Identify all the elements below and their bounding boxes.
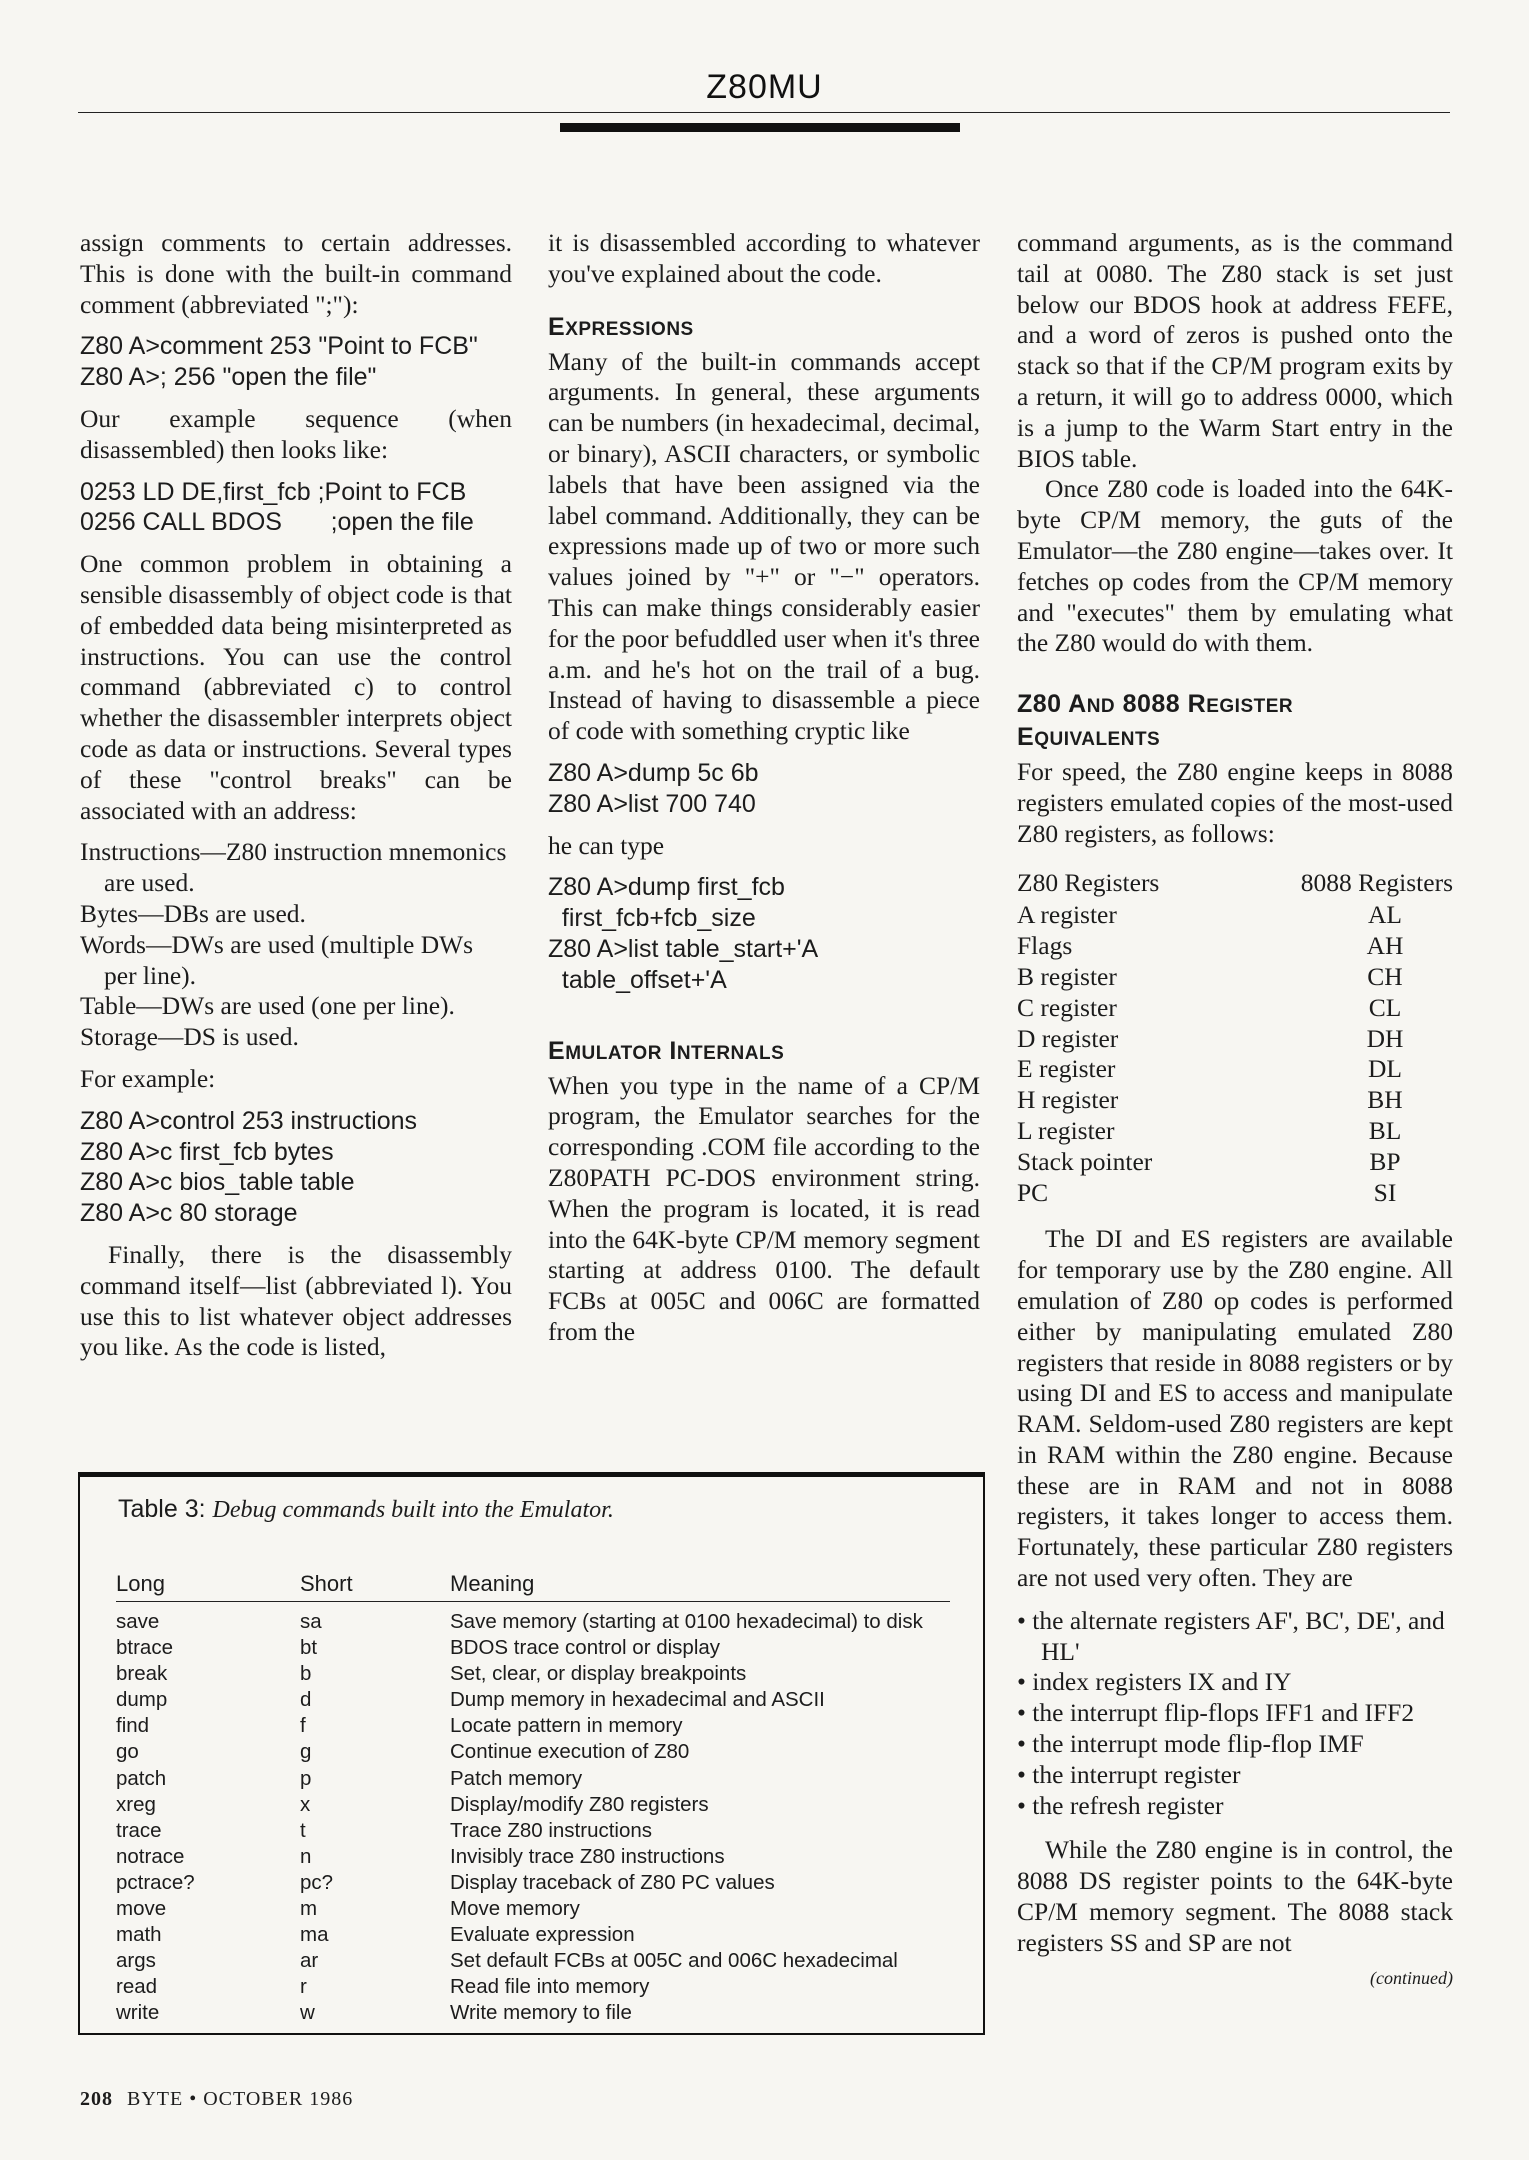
z80-register: E register [1017, 1054, 1116, 1084]
paragraph: Our example sequence (when disassembled) then looks like: [80, 403, 512, 464]
column-header-meaning: Meaning [450, 1571, 535, 1596]
list-item: Words—DWs are used (multiple DWs per line). [80, 929, 474, 990]
command-long: read [116, 1975, 158, 1999]
section-heading-expressions [548, 312, 980, 345]
table-row [116, 1818, 950, 1844]
heading-smallcaps: MULATOR [565, 1042, 662, 1064]
8088-register: SI [1373, 1177, 1397, 1207]
register-row [1017, 931, 1453, 962]
command-long: math [116, 1923, 162, 1947]
table-row [116, 1713, 950, 1739]
list-item: Bytes—DBs are used. [80, 898, 306, 928]
code-block [548, 872, 980, 995]
table-header [116, 1565, 950, 1602]
command-long: write [116, 2001, 160, 2025]
heading-smallcaps: NTERNALS [676, 1042, 785, 1064]
command-meaning: Trace Z80 instructions [450, 1818, 653, 1842]
column-1 [80, 228, 512, 1363]
seldom-used-register-list [1017, 1606, 1453, 1822]
8088-registers-heading: 8088 Registers [1300, 867, 1453, 897]
code-block [548, 758, 980, 820]
register-table [1017, 900, 1453, 1208]
register-table-header [1017, 868, 1453, 899]
list-item: • index registers IX and IY [1017, 1667, 1292, 1697]
table-row [116, 1974, 950, 2000]
code-line: Z80 A>dump 5c 6b [548, 758, 759, 787]
control-break-list [80, 837, 512, 1053]
table-row [116, 1635, 950, 1661]
z80-registers-heading: Z80 Registers [1017, 867, 1160, 897]
debug-commands-table [78, 1472, 985, 2035]
command-meaning: Continue execution of Z80 [450, 1740, 690, 1764]
z80-register: L register [1017, 1115, 1115, 1145]
command-long: find [116, 1714, 150, 1738]
code-line: Z80 A>control 253 instructions [80, 1106, 417, 1135]
code-line: Z80 A>c 80 storage [80, 1199, 298, 1228]
command-long: move [116, 1897, 167, 1921]
command-short: f [300, 1714, 306, 1738]
list-item: Instructions—Z80 instruction mnemonics are used. [80, 837, 507, 898]
code-block [80, 1106, 512, 1229]
command-long: xreg [116, 1792, 156, 1816]
paragraph: For speed, the Z80 engine keeps in 8088 registers emulated copies of the most-used Z80 registers, as follows: [1017, 757, 1453, 848]
z80-register: C register [1017, 992, 1117, 1022]
command-meaning: Save memory (starting at 0100 hexadecimal) to disk [450, 1610, 923, 1633]
8088-register: DH [1366, 1023, 1404, 1053]
8088-register: AL [1368, 900, 1402, 930]
command-short: b [300, 1662, 312, 1686]
8088-register: BL [1368, 1115, 1402, 1145]
z80-register: D register [1017, 1023, 1119, 1053]
paragraph: he can type [548, 830, 665, 860]
table-row [116, 1661, 950, 1687]
heading-smallcaps: QUIVALENTS [1034, 729, 1161, 751]
command-meaning: BDOS trace control or display [450, 1636, 721, 1660]
z80-register: Flags [1017, 931, 1073, 961]
command-meaning: Locate pattern in memory [450, 1714, 683, 1738]
8088-register: CL [1368, 992, 1402, 1022]
table-caption [118, 1495, 614, 1524]
list-item: Table—DWs are used (one per line). [80, 991, 455, 1021]
command-long: pctrace? [116, 1870, 195, 1894]
code-line: Z80 A>c first_fcb bytes [80, 1137, 334, 1166]
table-row [116, 1896, 950, 1922]
code-block [80, 331, 512, 393]
command-short: t [300, 1818, 306, 1842]
command-meaning: Display traceback of Z80 PC values [450, 1870, 775, 1894]
paragraph: The DI and ES registers are available for temporary use by the Z80 engine. All emulation of Z80 op codes is performed either by manipulating emulated Z80 registers that reside in 8088 registers or by using DI and ES to access and manipulate RAM. Seldom-used Z80 registers are kept in RAM within the Z80 engine. Because these are in RAM and not in 8088 registers, it takes longer to access them. Fortunately, these particular Z80 registers are not used very often. They are [1017, 1224, 1453, 1593]
paragraph: One common problem in obtaining a sensible disassembly of object code is that of embedded data being misinterpreted as instructions. You can use the control command (abbreviated c) to control whether the disassembler interprets object code as data or instructions. Several types of these "control breaks" can be associated with an address: [80, 549, 512, 825]
heading-initial: R [1187, 690, 1207, 719]
command-meaning: Display/modify Z80 registers [450, 1792, 709, 1816]
command-short: pc? [300, 1870, 334, 1894]
command-short: bt [300, 1636, 318, 1660]
command-long: save [116, 1610, 160, 1633]
register-row [1017, 1116, 1453, 1147]
command-short: d [300, 1688, 312, 1712]
command-long: notrace [116, 1844, 185, 1868]
command-short: w [300, 2001, 315, 2025]
command-meaning: Evaluate expression [450, 1923, 635, 1947]
code-line: Z80 A>dump first_fcb [548, 873, 785, 902]
command-short: ar [300, 1949, 319, 1973]
code-line: Z80 A>list 700 740 [548, 789, 756, 818]
command-meaning: Read file into memory [450, 1975, 650, 1999]
z80-register: H register [1017, 1085, 1119, 1115]
table-body [116, 1609, 950, 2027]
command-long: trace [116, 1818, 162, 1842]
command-short: g [300, 1740, 312, 1764]
command-long: patch [116, 1766, 167, 1790]
table-label: Table 3: [118, 1495, 206, 1523]
table-row [116, 1870, 950, 1896]
8088-register: BP [1369, 1146, 1401, 1176]
table-row [116, 2000, 950, 2026]
8088-register: BH [1367, 1085, 1403, 1115]
heading-initial: A [1068, 690, 1087, 719]
command-meaning: Invisibly trace Z80 instructions [450, 1844, 725, 1868]
table-row [116, 1948, 950, 1974]
heading-initial: E [1017, 723, 1035, 752]
code-line: 0253 LD DE,first_fcb ;Point to FCB [80, 477, 467, 506]
command-meaning: Dump memory in hexadecimal and ASCII [450, 1688, 825, 1712]
command-short: m [300, 1897, 318, 1921]
command-long: go [116, 1740, 139, 1764]
command-short: r [300, 1975, 307, 1999]
column-header-short: Short [300, 1571, 353, 1596]
z80-register: Stack pointer [1017, 1146, 1153, 1176]
column-3 [1017, 228, 1453, 1993]
command-meaning: Patch memory [450, 1766, 583, 1790]
z80-register: A register [1017, 900, 1117, 930]
code-line: first_fcb+fcb_size [548, 904, 756, 933]
code-block [80, 477, 512, 539]
header-bar [560, 123, 960, 132]
command-short: ma [300, 1923, 329, 1947]
code-line: 0256 CALL BDOS ;open the file [80, 508, 474, 537]
header-rule [78, 112, 1450, 113]
command-long: btrace [116, 1636, 173, 1660]
paragraph: While the Z80 engine is in control, the 8088 DS register points to the 64K-byte CP/M memory segment. The 8088 stack registers SS and SP are not [1017, 1835, 1453, 1957]
table-row [116, 1792, 950, 1818]
register-row [1017, 1024, 1453, 1055]
paragraph: assign comments to certain addresses. This is done with the built-in command comment (abbreviated ";"): [80, 228, 512, 319]
register-row [1017, 1085, 1453, 1116]
command-short: sa [300, 1610, 322, 1633]
heading-smallcaps: XPRESSIONS [565, 318, 694, 340]
paragraph: For example: [80, 1063, 216, 1093]
paragraph: Once Z80 code is loaded into the 64K-byte CP/M memory, the guts of the Emulator—the Z80 engine—takes over. It fetches op codes from the CP/M memory and "executes" them by emulating what the Z80 would do with them. [1017, 474, 1453, 658]
heading-initial: E [548, 1036, 566, 1065]
heading-initial: I [669, 1036, 677, 1065]
page-number: 208 [80, 2088, 113, 2110]
table-row [116, 1844, 950, 1870]
table-row [116, 1766, 950, 1792]
column-header-long: Long [116, 1571, 165, 1596]
z80-register: PC [1017, 1177, 1049, 1207]
page-footer [80, 2088, 353, 2111]
command-long: dump [116, 1688, 168, 1712]
table-row [116, 1687, 950, 1713]
table-title: Debug commands built into the Emulator. [212, 1497, 614, 1523]
code-line: Z80 A>list table_start+'A [548, 934, 819, 963]
register-row [1017, 1147, 1453, 1178]
paragraph: it is disassembled according to whatever you've explained about the code. [548, 228, 980, 288]
command-meaning: Set default FCBs at 005C and 006C hexadecimal [450, 1949, 898, 1973]
column-2 [548, 228, 980, 1348]
paragraph: Finally, there is the disassembly command itself—list (abbreviated l). You use this to list whatever object addresses you like. As the code is listed, [80, 1239, 512, 1362]
list-item: • the interrupt mode flip-flop IMF [1017, 1729, 1364, 1759]
heading-smallcaps: EGISTER [1206, 696, 1294, 718]
8088-register: CH [1367, 961, 1403, 991]
list-item: Storage—DS is used. [80, 1022, 299, 1052]
command-short: p [300, 1766, 312, 1790]
register-row [1017, 1054, 1453, 1085]
8088-register: AH [1366, 931, 1404, 961]
command-meaning: Write memory to file [450, 2001, 632, 2025]
paragraph: When you type in the name of a CP/M program, the Emulator searches for the corresponding .COM file according to the Z80PATH PC-DOS environment string. When the program is located, it is read into the 64K-byte CP/M memory segment starting at address 0100. The default FCBs at 005C and 006C are formatted from the [548, 1070, 980, 1346]
command-long: break [116, 1662, 168, 1686]
8088-register: DL [1368, 1054, 1402, 1084]
register-row [1017, 962, 1453, 993]
table-row [116, 1739, 950, 1765]
command-long: args [116, 1949, 156, 1973]
list-item: • the interrupt register [1017, 1759, 1241, 1789]
heading-word: Z80 [1017, 690, 1062, 719]
register-row [1017, 993, 1453, 1024]
command-short: x [300, 1792, 311, 1816]
table-row [116, 1609, 950, 1635]
heading-initial: E [548, 312, 566, 341]
code-line: Z80 A>; 256 "open the file" [80, 363, 377, 392]
register-row [1017, 900, 1453, 931]
code-line: Z80 A>c bios_table table [80, 1168, 355, 1197]
code-line: Z80 A>comment 253 "Point to FCB" [80, 332, 478, 361]
command-short: n [300, 1844, 312, 1868]
list-item: • the refresh register [1017, 1790, 1224, 1820]
table-row [116, 1922, 950, 1948]
heading-smallcaps: ND [1086, 696, 1116, 718]
command-meaning: Set, clear, or display breakpoints [450, 1662, 747, 1686]
list-item: • the alternate registers AF', BC', DE', and HL' [1017, 1605, 1445, 1666]
publication-line: BYTE • OCTOBER 1986 [127, 2088, 354, 2110]
paragraph: Many of the built-in commands accept arguments. In general, these arguments can be numbers (in hexadecimal, decimal, or binary), ASCII characters, or symbolic labels that have been assigned via the label command. Additionally, they can be expressions made up of two or more such values joined by "+" or "−" operators. This can make things considerably easier for the poor befuddled user when it's three a.m. and he's hot on the trail of a bug. Instead of having to disassemble a piece of code with something cryptic like [548, 346, 980, 746]
section-heading-emulator-internals [548, 1036, 980, 1069]
list-item: • the interrupt flip-flops IFF1 and IFF2 [1017, 1698, 1415, 1728]
z80-register: B register [1017, 961, 1117, 991]
heading-word: 8088 [1122, 690, 1181, 719]
continued-note: (continued) [1370, 1967, 1453, 1988]
register-row [1017, 1178, 1453, 1209]
paragraph: command arguments, as is the command tail at 0080. The Z80 stack is set just below our BDOS hook at address FEFE, and a word of zeros is pushed onto the stack so that if the CP/M program exits by a return, it will go to address 0000, which is a jump to the Warm Start entry in the BIOS table. [1017, 228, 1453, 473]
running-header: Z80MU [706, 68, 823, 106]
code-line: table_offset+'A [548, 965, 727, 994]
command-meaning: Move memory [450, 1897, 580, 1921]
section-heading-register-equivalents [1017, 689, 1453, 755]
